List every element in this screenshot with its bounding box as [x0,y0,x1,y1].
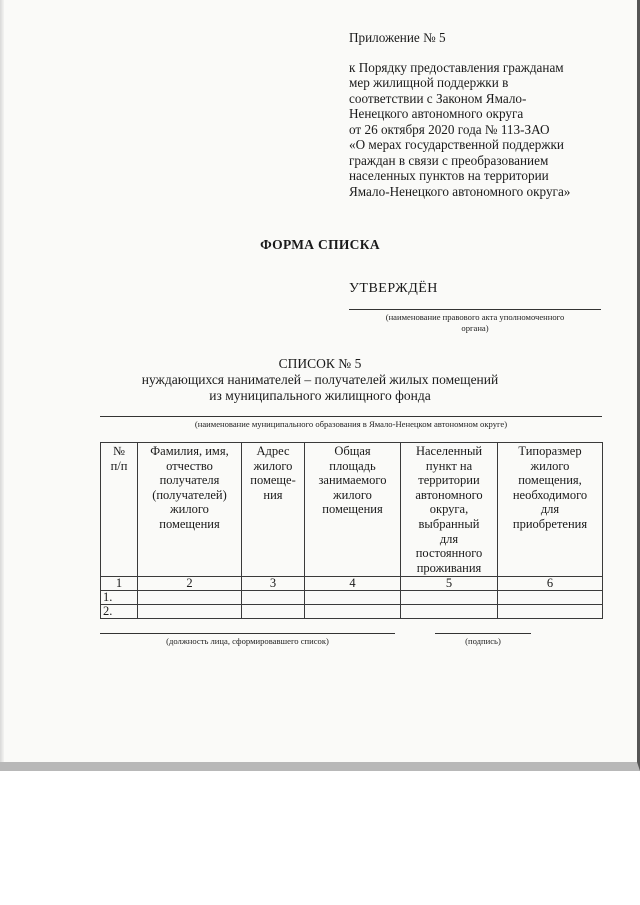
table-cell [305,605,401,619]
header-line: жилого [333,487,372,502]
header-cell-number [101,443,138,577]
table-row [101,591,603,605]
header-line: Общая [334,444,371,458]
header-line: помеще- [250,473,296,488]
annex-line: соответствии с Законом Ямало- [349,90,527,106]
header-line: пункт на [425,458,473,473]
header-cell-settlement [401,443,498,577]
header-line: округа, [429,502,469,517]
header-line: жилого [253,458,293,473]
header-line: отчество [166,458,213,473]
approved-caption-line: органа) [461,323,489,333]
list-title-line: СПИСОК № 5 [278,356,362,371]
header-cell-full-name [138,443,242,577]
column-number-cell: 1 [101,577,138,591]
approved-act-line [349,309,601,310]
row-number-cell: 2. [101,605,138,619]
table-cell [138,605,242,619]
header-line: помещения [159,516,220,531]
table-cell [242,605,305,619]
table-cell [138,591,242,605]
header-line: ния [263,487,283,502]
header-line: помещения [322,502,383,517]
annex-line: граждан в связи с преобразованием [349,152,549,168]
column-number-cell: 2 [138,577,242,591]
header-line: жилого [530,458,570,473]
column-number-cell: 4 [305,577,401,591]
column-number-cell: 5 [401,577,498,591]
approved-label: УТВЕРЖДЁН [349,281,438,296]
table-cell [498,591,603,605]
column-number-row [101,577,603,591]
signature-line [435,633,531,634]
recipients-table [100,442,603,619]
annex-number: Приложение № 5 [349,30,446,45]
annex-line: «О мерах государственной поддержки [349,137,564,152]
column-number-cell: 3 [242,577,305,591]
header-line: выбранный [418,516,480,531]
row-number-cell: 1. [101,591,138,605]
header-line: постоянного [415,546,483,561]
table-cell [305,591,401,605]
list-title-line: нуждающихся нанимателей – получателей жилых помещений [141,372,499,387]
annex-line: Ненецкого автономного округа [349,106,524,121]
approved-caption-line: (наименование правового акта уполномоченного [385,312,565,322]
table-cell [242,591,305,605]
header-line: площадь [329,458,376,473]
table-cell [401,591,498,605]
table-row [101,605,603,619]
annex-line: мер жилищной поддержки в [349,75,509,90]
municipality-caption: (наименование муниципального образования в Ямало-Ненецком автономном округе) [194,419,508,429]
header-line: Типоразмер [518,444,582,458]
approved-act-caption [349,312,601,334]
position-signature-line [100,633,395,634]
annex-block [349,30,619,199]
header-line: приобретения [512,516,588,531]
header-line: для [540,502,560,517]
header-line: Фамилия, имя, [150,444,229,458]
table-header-row [101,443,603,577]
header-line: (получателей) [152,487,227,502]
table-cell [401,605,498,619]
header-cell-area [305,443,401,577]
header-line: помещения, [518,473,582,488]
header-line: № [113,444,125,458]
form-title: ФОРМА СПИСКА [260,237,380,252]
position-caption: (должность лица, сформировавшего список) [166,636,329,646]
header-line: автономного [415,487,483,502]
header-line: Адрес [256,444,290,458]
header-line: занимаемого [318,473,387,488]
column-number-cell: 6 [498,577,603,591]
header-line: п/п [110,458,128,473]
table-cell [498,605,603,619]
header-line: жилого [170,502,209,517]
header-line: Населенный [415,444,483,458]
municipality-line [100,416,602,417]
header-line: проживания [416,560,482,575]
header-line: необходимого [512,487,588,502]
signature-caption: (подпись) [465,636,501,646]
annex-line: к Порядку предоставления гражданам [349,59,564,75]
header-line: территории [418,473,480,488]
header-cell-dwelling-size [498,443,603,577]
annex-line: Ямало-Ненецкого автономного округа» [349,183,571,199]
header-cell-address [242,443,305,577]
header-line: получателя [159,473,220,488]
header-line: для [439,531,459,546]
annex-line: от 26 октября 2020 года № 113-ЗАО [349,121,550,137]
list-title-line: из муниципального жилищного фонда [209,388,431,403]
annex-line: населенных пунктов на территории [349,168,549,183]
list-title [0,356,640,404]
